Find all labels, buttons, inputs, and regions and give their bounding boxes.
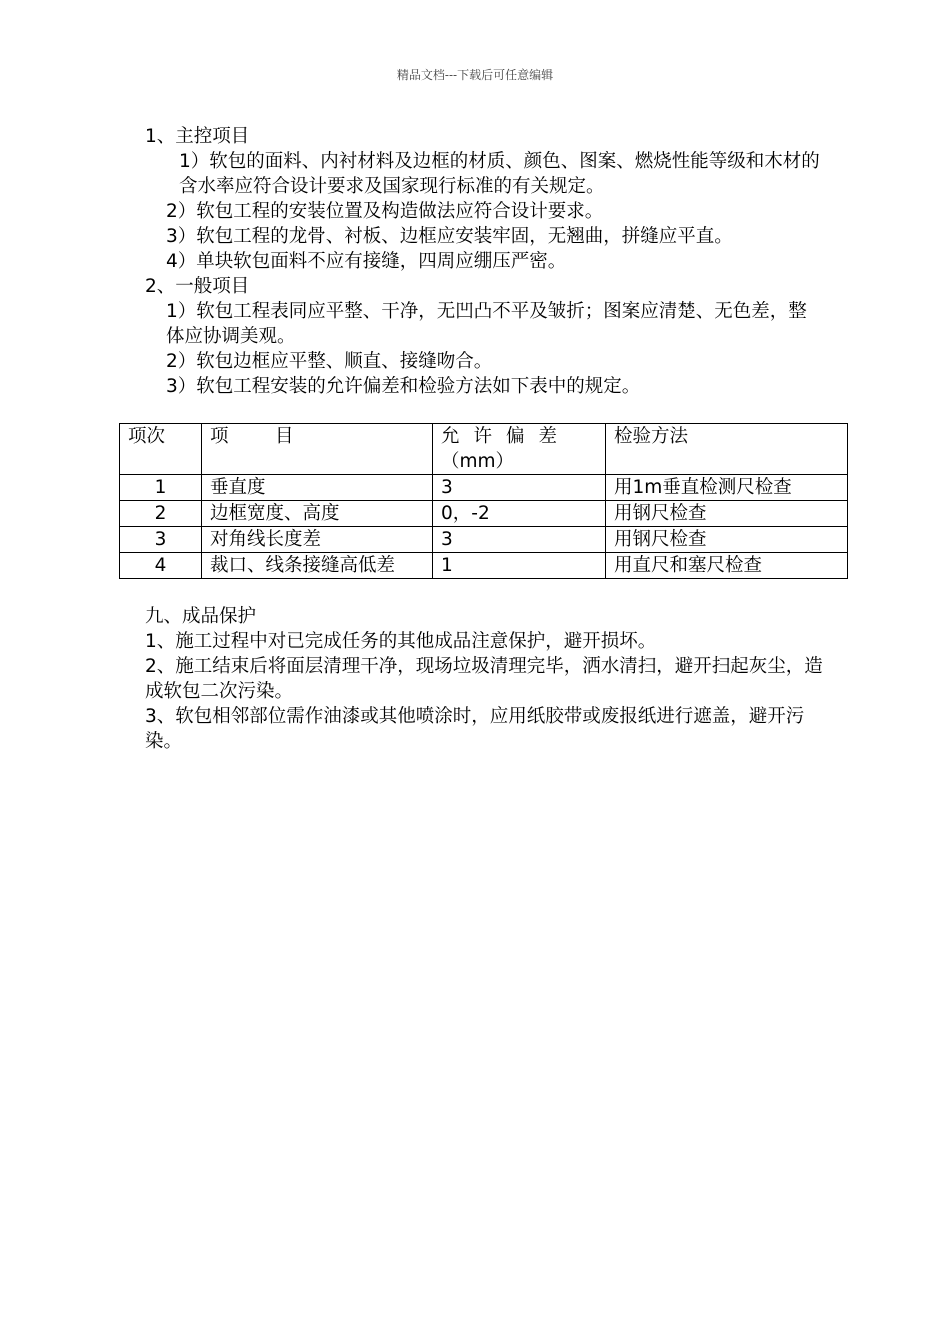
cell-index: 2 xyxy=(120,501,202,527)
table-row xyxy=(120,527,848,553)
table-row xyxy=(120,553,848,579)
paragraph-protect-2: 2、施工结束后将面层清理干净，现场垃圾清理完毕，洒水清扫，避开扫起灰尘，造成软包二次污染。 xyxy=(145,656,823,702)
table-row xyxy=(120,475,848,501)
section-heading-main: 1、主控项目 xyxy=(145,126,250,147)
table-row xyxy=(120,501,848,527)
cell-index: 3 xyxy=(120,527,202,553)
paragraph-protect-3: 3、软包相邻部位需作油漆或其他喷涂时，应用纸胶带或废报纸进行遮盖，避开污染。 xyxy=(145,706,805,752)
header-cell-item xyxy=(202,424,433,475)
main-content xyxy=(145,124,825,399)
header-tolerance-unit: （mm） xyxy=(441,451,515,472)
paragraph-main-4: 4）单块软包面料不应有接缝，四周应绷压严密。 xyxy=(166,251,567,272)
protection-section xyxy=(145,604,825,754)
cell-tolerance: 3 xyxy=(433,475,606,501)
cell-method: 用1m垂直检测尺检查 xyxy=(606,475,848,501)
header-cell-index: 项次 xyxy=(120,424,202,475)
paragraph-general-2: 2）软包边框应平整、顺直、接缝吻合。 xyxy=(166,351,493,372)
cell-index: 4 xyxy=(120,553,202,579)
cell-item: 裁口、线条接缝高低差 xyxy=(202,553,433,579)
header-item-text: 项 目 xyxy=(210,426,308,447)
table-header-row xyxy=(120,424,848,475)
cell-method: 用钢尺检查 xyxy=(606,501,848,527)
paragraph-main-1: 1）软包的面料、内衬材料及边框的材质、颜色、图案、燃烧性能等级和木材的含水率应符合设计要求及国家现行标准的有关规定。 xyxy=(179,151,820,197)
cell-tolerance: 0，-2 xyxy=(433,501,606,527)
cell-index: 1 xyxy=(120,475,202,501)
tolerance-table xyxy=(119,423,848,579)
cell-item: 垂直度 xyxy=(202,475,433,501)
cell-tolerance: 3 xyxy=(433,527,606,553)
header-cell-method: 检验方法 xyxy=(606,424,848,475)
section-heading-protect: 九、成品保护 xyxy=(145,606,257,627)
cell-item: 对角线长度差 xyxy=(202,527,433,553)
paragraph-main-2: 2）软包工程的安装位置及构造做法应符合设计要求。 xyxy=(166,201,604,222)
cell-tolerance: 1 xyxy=(433,553,606,579)
cell-method: 用直尺和塞尺检查 xyxy=(606,553,848,579)
paragraph-protect-1: 1、施工过程中对已完成任务的其他成品注意保护，避开损坏。 xyxy=(145,631,657,652)
page-header: 精品文档---下载后可任意编辑 xyxy=(396,68,554,82)
section-heading-general: 2、一般项目 xyxy=(145,276,250,297)
paragraph-general-1: 1）软包工程表同应平整、干净，无凹凸不平及皱折；图案应清楚、无色差，整体应协调美观。 xyxy=(166,301,807,347)
header-tolerance-text: 允许偏差 xyxy=(441,426,572,447)
paragraph-general-3: 3）软包工程安装的允许偏差和检验方法如下表中的规定。 xyxy=(166,376,641,397)
header-cell-tolerance xyxy=(433,424,606,475)
cell-item: 边框宽度、高度 xyxy=(202,501,433,527)
paragraph-main-3: 3）软包工程的龙骨、衬板、边框应安装牢固，无翘曲，拼缝应平直。 xyxy=(166,226,733,247)
cell-method: 用钢尺检查 xyxy=(606,527,848,553)
